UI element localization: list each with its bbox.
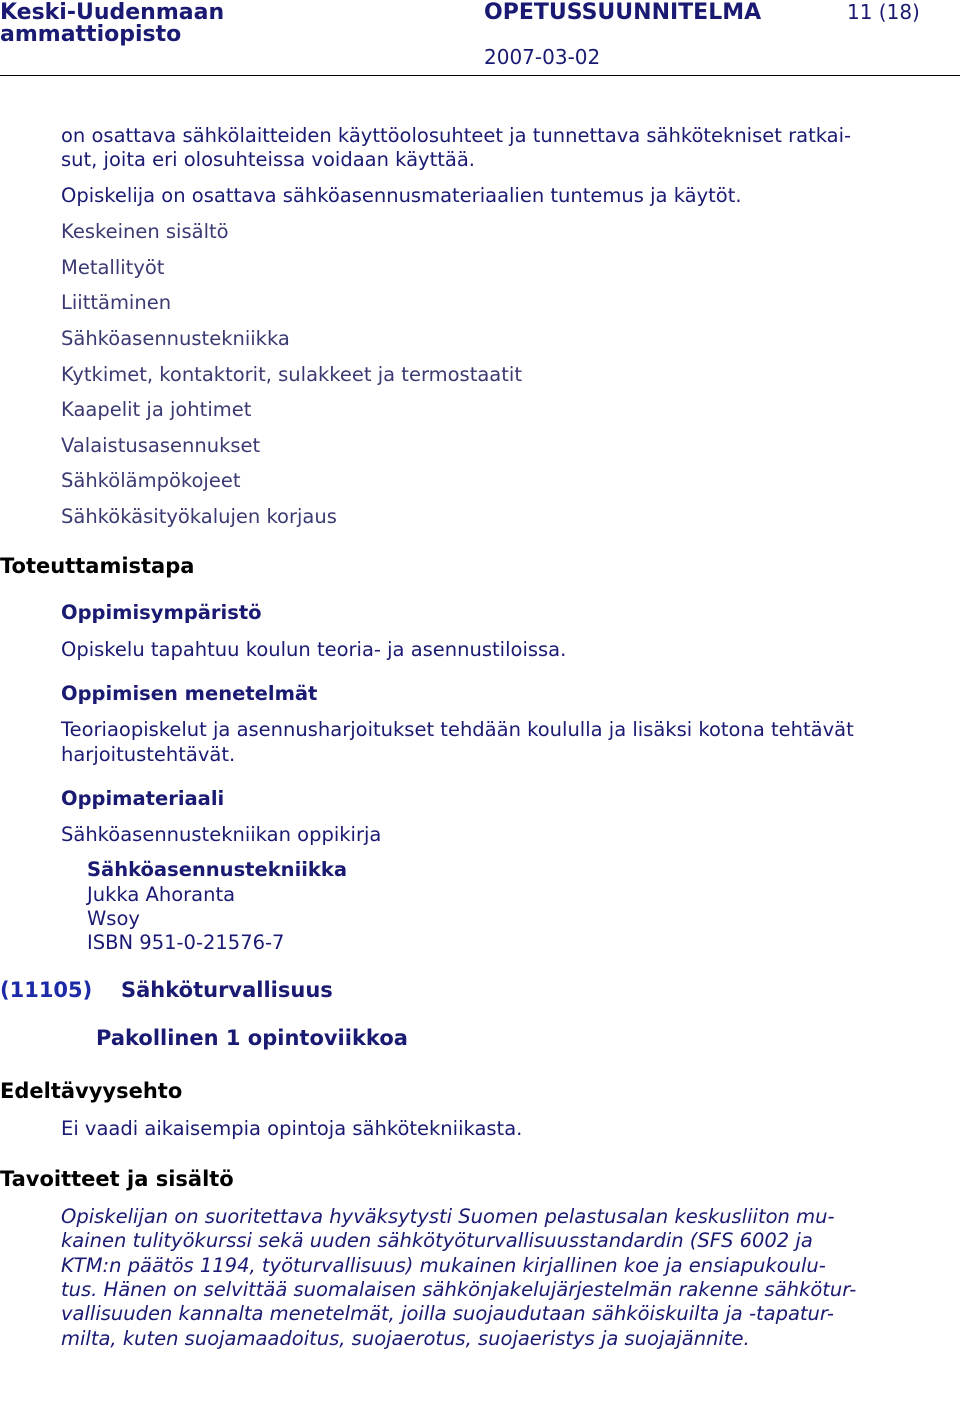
- goals-line: tus. Hänen on selvittää suomalaisen sähkönjakelujärjestelmän rakenne sähkötur-: [61, 1278, 857, 1301]
- course-name: Sähköturvallisuus: [121, 978, 333, 1002]
- book-isbn: ISBN 951-0-21576-7: [87, 931, 285, 954]
- methods-line-2: harjoitustehtävät.: [61, 743, 236, 766]
- document-date: 2007-03-02: [484, 45, 601, 69]
- content-item: Valaistusasennukset: [61, 434, 261, 457]
- environment-heading: Oppimisympäristö: [61, 601, 262, 624]
- book-author: Jukka Ahoranta: [87, 883, 236, 906]
- goals-heading: Tavoitteet ja sisältö: [0, 1167, 234, 1191]
- course-code: (11105): [0, 978, 93, 1002]
- goals-line: KTM:n päätös 1194, työturvallisuus) mukainen kirjallinen koe ja ensiapukoulu-: [61, 1254, 826, 1277]
- goals-line: kainen tulityökurssi sekä uuden sähkötyöturvallisuusstandardin (SFS 6002 ja: [61, 1229, 813, 1252]
- material-heading: Oppimateriaali: [61, 787, 225, 810]
- methods-line-1: Teoriaopiskelut ja asennusharjoitukset tehdään koululla ja lisäksi kotona tehtävät: [61, 718, 854, 741]
- content-heading: Keskeinen sisältö: [61, 220, 229, 243]
- goals-line: milta, kuten suojamaadoitus, suojaerotus, suojaeristys ja suojajännite.: [61, 1327, 750, 1350]
- content-item: Sähköasennustekniikka: [61, 327, 290, 350]
- org-name-line1: Keski-Uudenmaan: [0, 0, 225, 25]
- prerequisite-text: Ei vaadi aikaisempia opintoja sähkötekniikasta.: [61, 1117, 523, 1140]
- content-item: Sähkökäsityökalujen korjaus: [61, 505, 337, 528]
- course-scope: Pakollinen 1 opintoviikkoa: [96, 1026, 408, 1050]
- content-item: Sähkölämpökojeet: [61, 469, 241, 492]
- document-title: OPETUSSUUNNITELMA: [484, 0, 762, 25]
- header-rule: [0, 75, 960, 76]
- intro-line-2: sut, joita eri olosuhteissa voidaan käyttää.: [61, 148, 475, 171]
- implementation-heading: Toteuttamistapa: [0, 554, 195, 578]
- content-item: Metallityöt: [61, 256, 165, 279]
- methods-heading: Oppimisen menetelmät: [61, 682, 318, 705]
- prerequisite-heading: Edeltävyysehto: [0, 1079, 183, 1103]
- intro-line-3: Opiskelija on osattava sähköasennusmateriaalien tuntemus ja käytöt.: [61, 184, 742, 207]
- goals-line: vallisuuden kannalta menetelmät, joilla suojaudutaan sähköiskuilta ja -tapatur-: [61, 1302, 834, 1325]
- page-number: 11 (18): [847, 0, 920, 24]
- environment-text: Opiskelu tapahtuu koulun teoria- ja asennustiloissa.: [61, 638, 567, 661]
- intro-line-1: on osattava sähkölaitteiden käyttöolosuhteet ja tunnettava sähkötekniset ratkai-: [61, 124, 852, 147]
- content-item: Liittäminen: [61, 291, 172, 314]
- content-item: Kytkimet, kontaktorit, sulakkeet ja termostaatit: [61, 363, 522, 386]
- material-text: Sähköasennustekniikan oppikirja: [61, 823, 382, 846]
- book-publisher: Wsoy: [87, 907, 140, 930]
- org-name-line2: ammattiopisto: [0, 22, 182, 47]
- content-item: Kaapelit ja johtimet: [61, 398, 252, 421]
- goals-line: Opiskelijan on suoritettava hyväksytysti Suomen pelastusalan keskusliiton mu-: [61, 1205, 835, 1228]
- book-title: Sähköasennustekniikka: [87, 858, 348, 881]
